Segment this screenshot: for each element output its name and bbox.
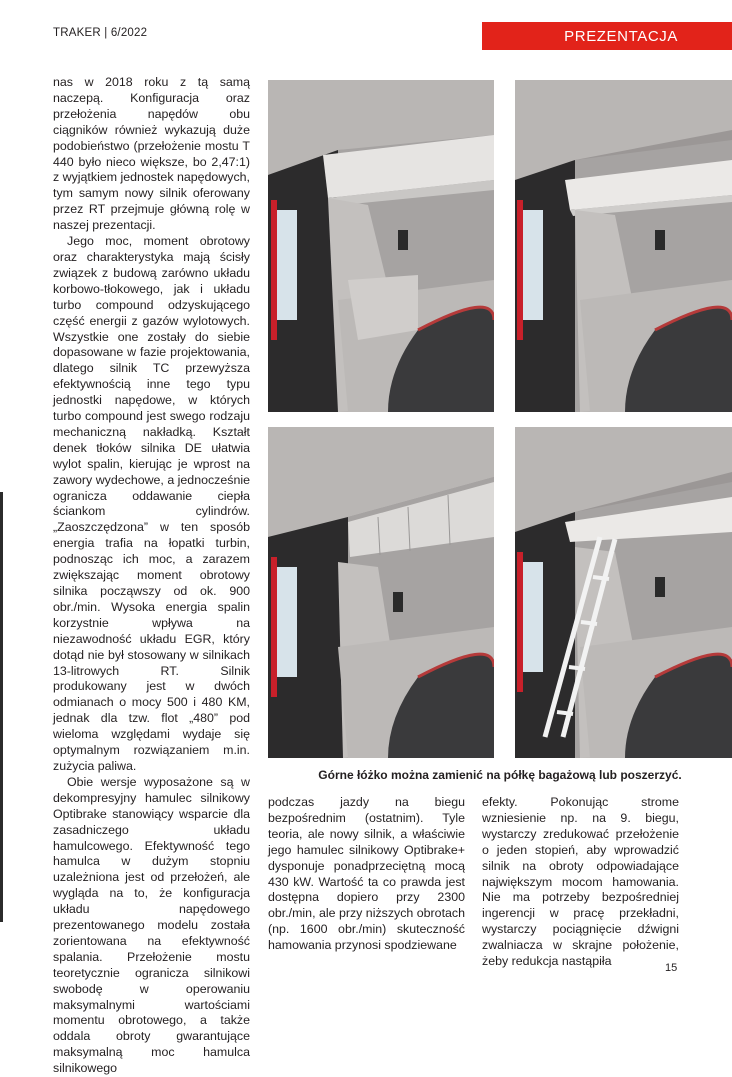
cab-bunk-photo-4 (515, 427, 732, 758)
article-paragraph: Obie wersje wyposażone są w dekompresyjny hamulec silnikowy Optibrake stanowiący wsparcie dla zasadniczego układu hamulcowego. Efektywność tego hamulca w dużym stopniu uzależniona jest od przełożeń, ale wygląda na to, że konfiguracja układu napędowego prezentowanego modelu została zorientowana na efektywność spalania. Przełożenie mostu teoretycznie ogranicza silnikowi swobodę w operowaniu maksymalnymi wartościami momentu obrotowego, a także oddala obroty gwarantujące maksymalną moc hamulca silnikowego (53, 774, 250, 1076)
section-tag (482, 22, 732, 50)
section-tag-label: PREZENTACJA (564, 27, 678, 45)
page-edge-mark (0, 492, 3, 922)
cab-bunk-photo-2 (515, 80, 732, 412)
article-paragraph: efekty. Pokonując strome wzniesienie np. na 9. biegu, wystarczy zredukować przełożenie o jeden stopień, aby wprowadzić silnik na obroty odpowiadające największym mocom hamowania. Nie ma potrzeby bezpośredniej ingerencji w pracę przekładni, wystarczy pociągnięcie dźwigni zwalniacza w skrajne położenie, żeby redukcja nastąpiła (482, 795, 679, 969)
article-column-3 (482, 795, 679, 970)
article-paragraph: Jego moc, moment obrotowy oraz charakterystyka mają ścisły związek z budową zarówno układu korbowo-tłokowego, jak i układu turbo compound odzyskującego część energii z gazów wylotowych. Wszystkie one zostały do siebie dopasowane w fazie projektowania, dlatego silnik TC przewyższa efektywnością inne tego typu jednostki napędowe, w których turbo compound jest swego rodzaju mechaniczną nakładką. Kształt denek tłoków silnika DE ułatwia wylot spalin, kierując je wprost na zawory wydechowe, a jednocześnie ogranicza oddawanie ciepła ściankom cylindrów. „Zaoszczędzona” w ten sposób energia trafia na łopatki turbin, podnosząc ich moc, a zarazem zwiększając moment obrotowy silnika począwszy od ok. 900 obr./min. Wysoka energia spalin korzystnie wpływa na niezawodność układu EGR, który dotąd nie był stosowany w silnikach 13-litrowych RT. Silnik produkowany jest w dwóch odmianach o mocy 500 i 480 KM, jednak dla tzw. flot „480” pod wieloma względami wydaje się optymalnym rozwiązaniem m.in. zużycia paliwa. (53, 234, 250, 773)
article-paragraph: nas w 2018 roku z tą samą naczepą. Konfiguracja oraz przełożenia napędów obu ciągników również wykazują duże podobieństwo (przełożenie mostu T 440 było nieco większe, bo 2,47:1) z wyjątkiem jednostek napędowych, tym samym nowy silnik oferowany przez RT przejmuje główną rolę w naszej prezentacji. (53, 75, 250, 233)
article-column-2 (268, 795, 465, 954)
article-column-1 (53, 75, 250, 1077)
cab-bunk-photo-1 (268, 80, 494, 412)
magazine-issue-label: TRAKER | 6/2022 (53, 27, 148, 39)
article-paragraph: podczas jazdy na biegu bezpośrednim (ostatnim). Tyle teoria, ale nowy silnik, a właściwie jego hamulec silnikowy Optibrake+ dysponuje ponadprzeciętną mocą 430 kW. Wartość ta co prawda jest dostępna dopiero przy 2300 obr./min, ale przy niższych obrotach (np. 1600 obr./min) skuteczność hamowania przynosi spodziewane (268, 795, 465, 953)
page-number: 15 (665, 962, 678, 974)
cab-bunk-photo-3 (268, 427, 494, 758)
photo-caption: Górne łóżko można zamienić na półkę bagażową lub poszerzyć. (318, 768, 682, 782)
